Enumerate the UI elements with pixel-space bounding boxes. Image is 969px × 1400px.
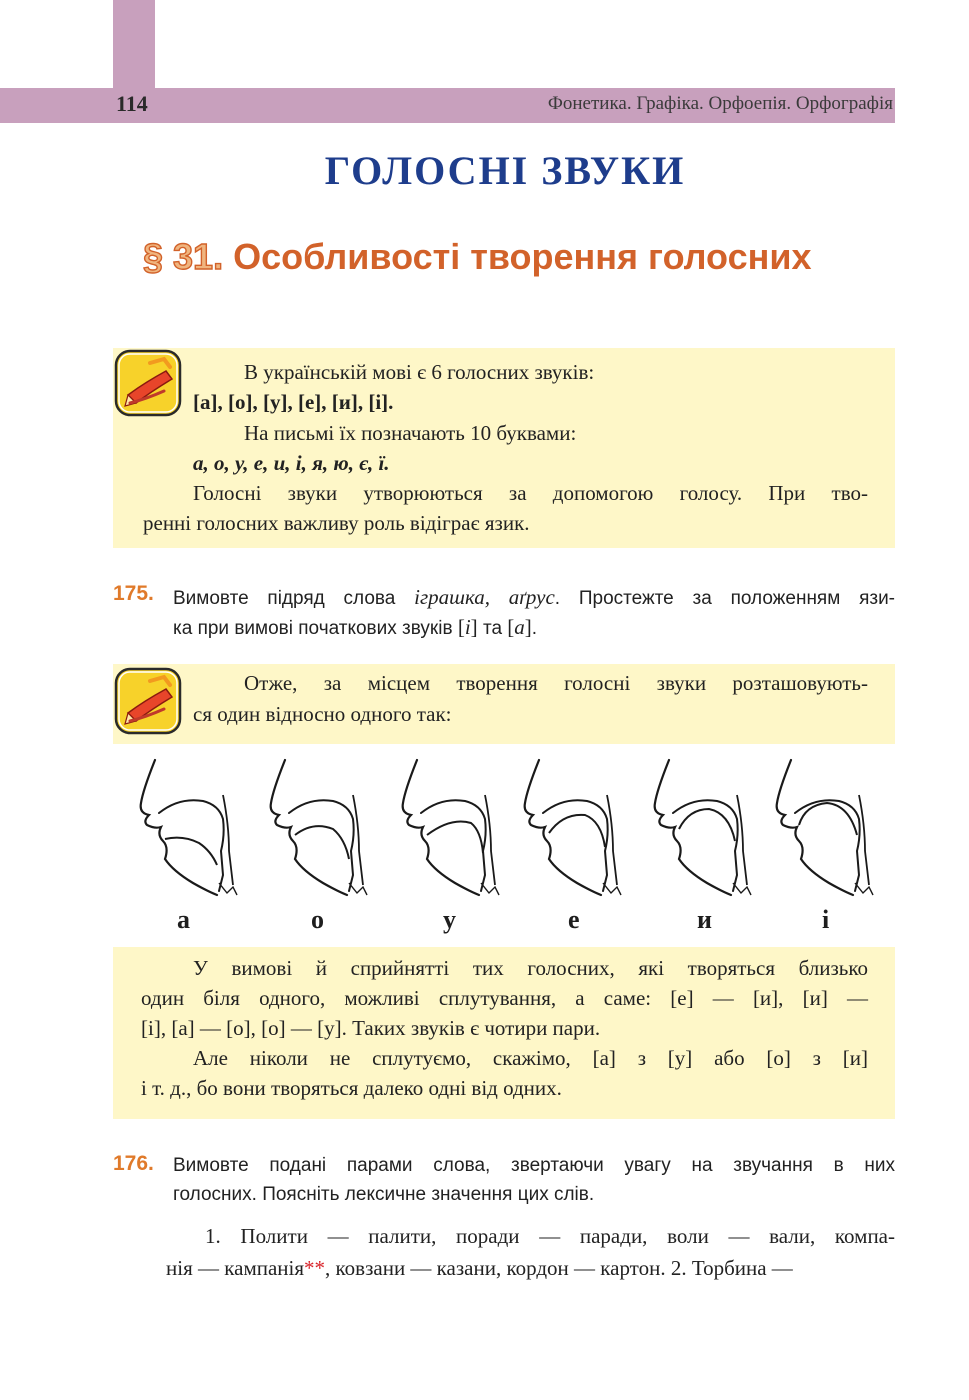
side-tab <box>113 0 155 88</box>
profile-u <box>403 760 499 895</box>
exercise-176-line-1: Вимовте подані парами слова, звертаючи увагу на звучання в них <box>173 1155 895 1176</box>
box1-line-3: На письмі їх позначають 10 буквами: <box>244 421 577 445</box>
vowel-label-o: о <box>311 905 324 934</box>
vowel-label-a: а <box>177 905 190 934</box>
profile-i <box>777 760 873 895</box>
box1-line-4: а, о, у, е, и, і, я, ю, є, ї. <box>193 451 390 475</box>
box2-line-1: Отже, за місцем творення голосні звуки розташовують- <box>244 671 868 695</box>
words176-text-b: , ковзани — казани, кордон — картон. 2. Торбина — <box>325 1256 793 1280</box>
box1-line-2: [а], [о], [у], [е], [и], [і]. <box>193 390 394 414</box>
pencil-rule-icon <box>114 667 182 735</box>
exercise-176-words-line-1: 1. Полити — палити, поради — паради, воли — вали, компа- <box>205 1224 895 1248</box>
ex175-text-e: та <box>477 618 508 639</box>
profile-o <box>271 760 367 895</box>
profile-y <box>655 760 751 895</box>
exercise-176-line-2: голосних. Поясніть лексичне значення цих слів. <box>173 1184 595 1205</box>
section-number: § 31. <box>143 236 224 277</box>
ex175-words: іграшка, аґрус <box>414 585 555 609</box>
chapter-title: ГОЛОСНІ ЗВУКИ <box>324 148 686 193</box>
box3-line-2: один біля одного, можливі сплутування, а саме: [е] — [и], [и] — <box>141 986 868 1010</box>
box3-line-1: У вимові й сприйнятті тих голосних, які творяться близько <box>193 956 868 980</box>
box2-line-2: ся один відносно одного так: <box>193 702 452 726</box>
running-title: Фонетика. Графіка. Орфоепія. Орфографія <box>547 93 893 114</box>
vocal-tract-diagram <box>133 755 893 905</box>
vowel-label-y: и <box>697 905 712 934</box>
box1-line-6: ренні голосних важливу роль відіграє язик. <box>143 511 530 535</box>
box1-line-1: В українській мові є 6 голосних звуків: <box>244 360 595 384</box>
box3-line-4: Але ніколи не сплутуємо, скажімо, [а] з [у] або [о] з [и] <box>193 1046 868 1070</box>
ex175-sound-i-letter: і <box>464 615 471 639</box>
exercise-175-line-1 <box>173 585 895 610</box>
ex175-text-a: Вимовте підряд слова <box>173 588 415 609</box>
ex175-sound-a: [а] <box>507 615 532 639</box>
box3-line-3: [і], [а] — [о], [о] — [у]. Таких звуків є чотири пари. <box>141 1016 601 1040</box>
words176-text-a: нія — кампанія <box>166 1256 305 1280</box>
page-number: 114 <box>116 91 148 116</box>
vowel-label-u: у <box>443 905 456 934</box>
double-star-mark: ** <box>304 1256 326 1280</box>
box3-line-5: і т. д., бо вони творяться далеко одні від одних. <box>141 1076 562 1100</box>
ex175-sound-i: [і] <box>457 615 478 639</box>
profile-e <box>525 760 621 895</box>
exercise-176-number: 176. <box>113 1152 154 1175</box>
vowel-label-i: і <box>822 905 830 934</box>
ex175-text-f: . <box>531 618 538 639</box>
exercise-175-line-2 <box>173 615 537 640</box>
exercise-175-number: 175. <box>113 582 154 605</box>
ex175-sound-a-letter: а <box>514 615 525 639</box>
pencil-rule-icon <box>114 349 182 417</box>
ex175-text-c: . Простежте за положенням язи- <box>554 588 896 609</box>
profile-a <box>141 760 237 895</box>
ex175-text-d: ка при вимові початкових звуків <box>173 618 458 639</box>
section-title <box>143 236 812 278</box>
vowel-label-e: е <box>568 905 580 934</box>
section-title-text: Особливості творення голосних <box>233 236 812 277</box>
box1-line-5: Голосні звуки утворюються за допомогою голосу. При тво- <box>193 481 868 505</box>
exercise-176-words-line-2 <box>166 1256 793 1281</box>
